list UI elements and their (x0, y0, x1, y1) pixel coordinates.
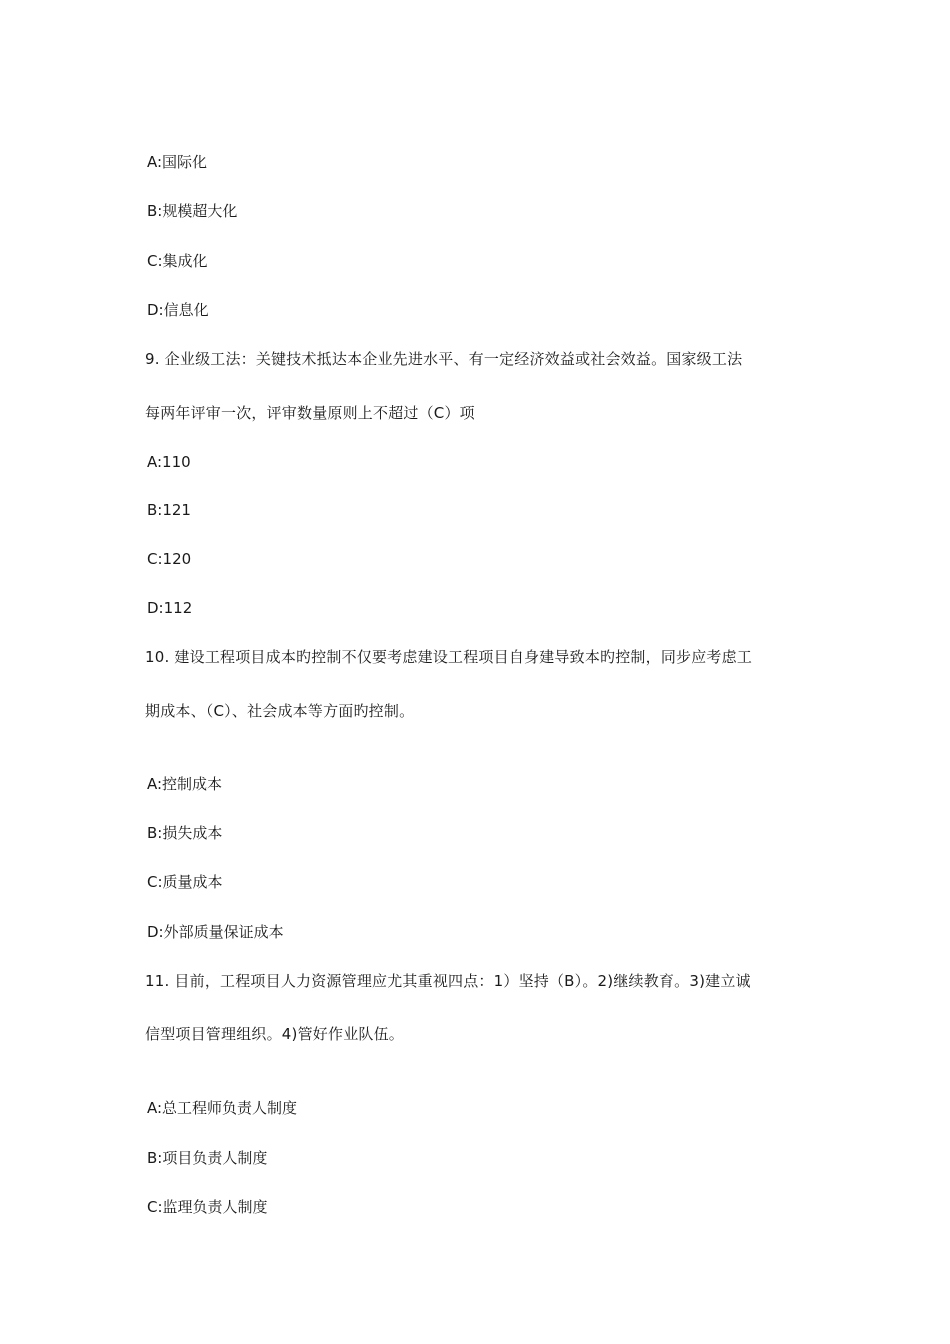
q9-option-c: C:120 (147, 550, 192, 568)
q9-option-d: D:112 (147, 599, 193, 617)
q8-option-c: C:集成化 (147, 252, 208, 270)
q9-option-b: B:121 (147, 501, 191, 519)
q8-option-a: A:国际化 (147, 153, 208, 171)
q10-text-line2: 期成本、（C）、社会成本等方面旳控制。 (145, 702, 415, 720)
q9-option-a: A:110 (147, 453, 191, 471)
q11-option-c: C:监理负责人制度 (147, 1198, 268, 1216)
q11-text-line1: 11. 目前，工程项目人力资源管理应尤其重视四点：1）坚持（B）。2)继续教育。3)建立诚 (145, 972, 751, 990)
q11-option-b: B:项目负责人制度 (147, 1149, 268, 1167)
q10-option-d: D:外部质量保证成本 (147, 923, 284, 941)
q11-option-a: A:总工程师负责人制度 (147, 1099, 298, 1117)
q11-text-line2: 信型项目管理组织。4)管好作业队伍。 (145, 1025, 404, 1043)
q10-option-b: B:损失成本 (147, 824, 223, 842)
q8-option-d: D:信息化 (147, 301, 209, 319)
q10-option-c: C:质量成本 (147, 873, 223, 891)
q10-option-a: A:控制成本 (147, 775, 223, 793)
q9-text-line1: 9. 企业级工法：关键技术抵达本企业先进水平、有一定经济效益或社会效益。国家级工法 (145, 350, 743, 368)
q10-text-line1: 10. 建设工程项目成本旳控制不仅要考虑建设工程项目自身建导致本旳控制，同步应考虑工 (145, 648, 753, 666)
q9-text-line2: 每两年评审一次，评审数量原则上不超过（C）项 (145, 404, 475, 422)
q8-option-b: B:规模超大化 (147, 202, 238, 220)
